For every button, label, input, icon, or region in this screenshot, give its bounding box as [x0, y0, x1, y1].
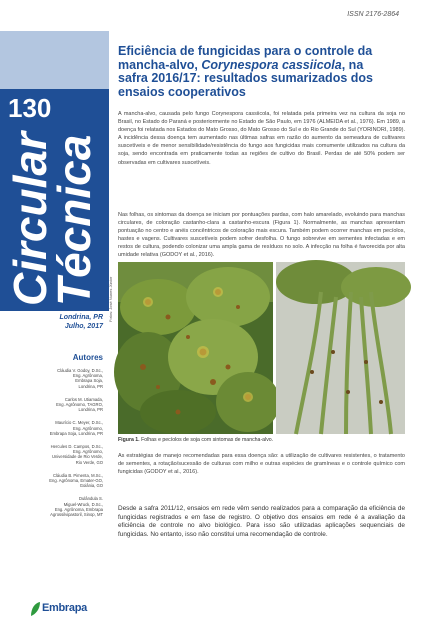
authors-list	[3, 368, 103, 525]
author-entry: Cláudia V. Godoy, D.Sc., Eng. Agrônoma, Embrapa Soja, Londrina, PR	[57, 368, 103, 389]
soy-petioles-photo	[276, 262, 405, 434]
figure-photos	[118, 262, 405, 434]
leaf-icon	[30, 601, 41, 617]
paragraph-intro: A mancha-alvo, causada pelo fungo Corynespora cassiicola, foi relatada pela primeira vez na cultura da soja no Brasil, no Estado do Paraná e posteriormente no Estado de São Paulo, em 1976 (ALMEIDA et al., 1976). Em 1989, a doença foi relatada nos Estados do Mato Grosso, do Mato Grosso do Sul e do Rio Grande do Sul (YORINORI, 1989). A incidência dessa doença tem aumentado nas últimas safras em razão do aumento da semeadura de cultivares suscetíveis e de menor sensibilidade/resistência do fungo aos fungicidas mais comumente utilizados na cultura da soja, sendo encontrada em praticamente todas as regiões de cultivo do Brasil. Perdas de até 50% podem ser observadas em cultivares suscetíveis.	[118, 111, 405, 166]
soy-leaves-photo	[118, 262, 273, 434]
figure-caption: Figura 1. Folhas e pecíolos de soja com sintomas de mancha-alvo.	[118, 437, 274, 443]
paragraph-symptoms: Nas folhas, os sintomas da doença se iniciam por pontuações pardas, com halo amarelado, evoluindo para manchas circulares, de coloração castanho-clara a castanho-escura (Figura 1). Normalmente, as manchas apresentam pontuação no centro e anéis concêntricos de coloração mais escura. Também podem ocorrer manchas em pecíolos, hastes e vagens. Cultivares suscetíveis podem sofrer desfolha. O fungo sobrevive em sementes infectadas e em restos de cultura, podendo colonizar uma ampla gama de resíduos no solo. A infecção na folha é favorecida por alta umidade relativa (GODOY et al., 2016).	[118, 212, 405, 259]
paragraph-trials: Desde a safra 2011/12, ensaios em rede vêm sendo realizados para a comparação da eficiência de fungicidas registrados e em fase de registro. O objetivo dos ensaios em rede é a avaliação da eficiência de controle no alvo biológico. Para isso são utilizadas aplicações sequenciais de fungicidas. No entanto, isso não constitui uma recomendação de controle.	[118, 505, 405, 538]
publication-date: Julho, 2017	[64, 323, 103, 330]
photo-credit: Fotos: José Nunes Júnior	[108, 276, 113, 322]
series-title-line2: Técnica	[48, 134, 100, 306]
publication-place: Londrina, PR	[59, 314, 103, 321]
sidebar-top-block	[0, 31, 109, 89]
issn-label: ISSN 2176-2864	[347, 11, 399, 18]
header-bar	[0, 0, 421, 31]
author-entry: Hercules D. Campos, D.Sc., Eng. Agrônomo, Universidade de Rio Verde, Rio Verde, GO	[50, 444, 103, 465]
sidebar	[0, 31, 109, 614]
author-entry: Maurício C. Meyer, D.Sc., Eng. Agrônomo, Embrapa Soja, Londrina, PR	[49, 420, 103, 436]
series-title	[4, 126, 108, 306]
embrapa-logo: Embrapa	[30, 599, 100, 621]
author-entry: Dulândula S. Miguel-Wruck, D.Sc., Eng. Agrônoma, Embrapa Agrossilvipastoril, Sinop, MT	[50, 496, 103, 518]
document-title-block	[118, 45, 408, 99]
author-entry: Cláudia B. Pimenta, M.Sc., Eng. Agrônoma, Emater-GO, Goiânia, GO	[49, 472, 103, 489]
author-entry: Carlos M. Utiamada, Eng. Agrônomo, TAGRO, Londrina, PR	[56, 396, 103, 413]
publication-meta	[59, 313, 103, 331]
series-title-line1: Circular	[4, 132, 56, 306]
issue-number: 130	[8, 93, 52, 123]
authors-heading: Autores	[72, 353, 103, 362]
document-title: Eficiência de fungicidas para o controle da mancha-alvo, Corynespora cassiicola, na safra 2016/17: resultados sumarizados dos ensaios cooperativos	[118, 44, 373, 99]
paragraph-management: As estratégias de manejo recomendadas para essa doença são: a utilização de cultivares resistentes, o tratamento de sementes, a rotação/sucessão de culturas com milho e outras espécies de gramíneas e o controle químico com fungicidas (GODOY et al., 2016).	[118, 453, 405, 476]
